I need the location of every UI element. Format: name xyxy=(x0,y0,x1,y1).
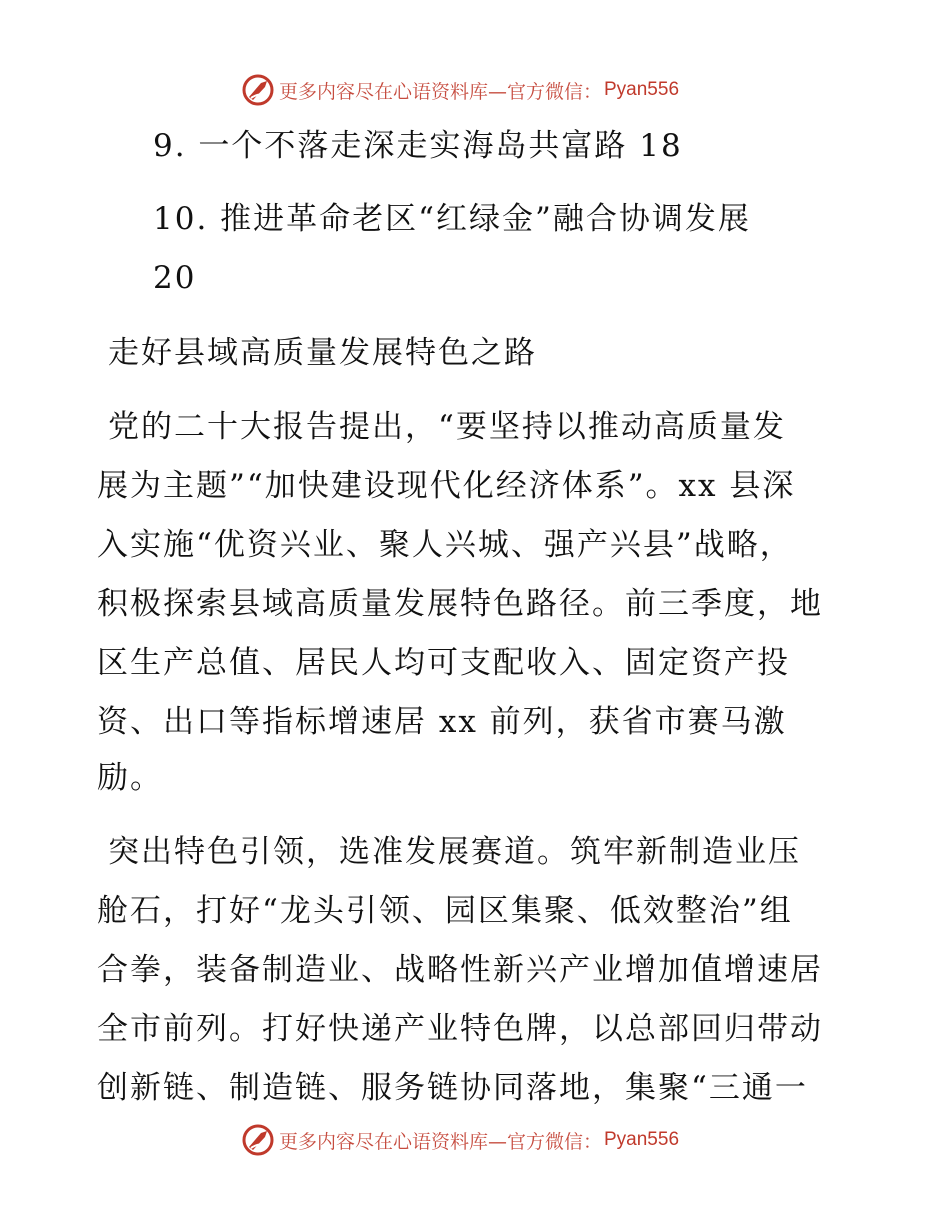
article-title: 走好县域高质量发展特色之路 xyxy=(108,335,537,371)
watermark-logo-icon xyxy=(241,73,275,107)
watermark-text: 更多内容尽在心语资料库—官方微信： xyxy=(278,80,602,103)
paragraph-2-line: 全市前列。打好快递产业特色牌，以总部回归带动 xyxy=(97,1011,823,1047)
watermark-logo-icon xyxy=(241,1123,275,1157)
paragraph-2-line: 舱石，打好“龙头引领、园区集聚、低效整治”组 xyxy=(97,893,793,929)
paragraph-1-line: 资、出口等指标增速居 xx 前列，获省市赛马激 xyxy=(97,704,787,740)
paragraph-1-line: 区生产总值、居民人均可支配收入、固定资产投 xyxy=(97,645,790,681)
paragraph-1-line: 积极探索县域高质量发展特色路径。前三季度，地 xyxy=(97,586,823,622)
footer-watermark xyxy=(0,1120,950,1160)
paragraph-2-line: 突出特色引领，选准发展赛道。筑牢新制造业压 xyxy=(108,834,801,870)
paragraph-1-line: 入实施“优资兴业、聚人兴城、强产兴县”战略， xyxy=(97,527,793,563)
paragraph-2-line: 合拳，装备制造业、战略性新兴产业增加值增速居 xyxy=(97,952,823,988)
paragraph-1-line: 展为主题”“加快建设现代化经济体系”。xx 县深 xyxy=(97,468,796,504)
watermark-wechat-id: Pyan556 xyxy=(604,79,680,100)
header-watermark xyxy=(0,70,950,110)
toc-entry-9: 9. 一个不落走深走实海岛共富路 18 xyxy=(153,128,683,164)
watermark-text: 更多内容尽在心语资料库—官方微信： xyxy=(278,1130,602,1153)
paragraph-1-line: 励。 xyxy=(97,760,163,796)
toc-entry-10-page: 20 xyxy=(153,260,197,296)
watermark-wechat-id: Pyan556 xyxy=(604,1129,680,1150)
toc-entry-10: 10. 推进革命老区“红绿金”融合协调发展 xyxy=(153,201,751,237)
paragraph-1-line: 党的二十大报告提出，“要坚持以推动高质量发 xyxy=(108,409,786,445)
paragraph-2-line: 创新链、制造链、服务链协同落地，集聚“三通一 xyxy=(97,1070,808,1106)
